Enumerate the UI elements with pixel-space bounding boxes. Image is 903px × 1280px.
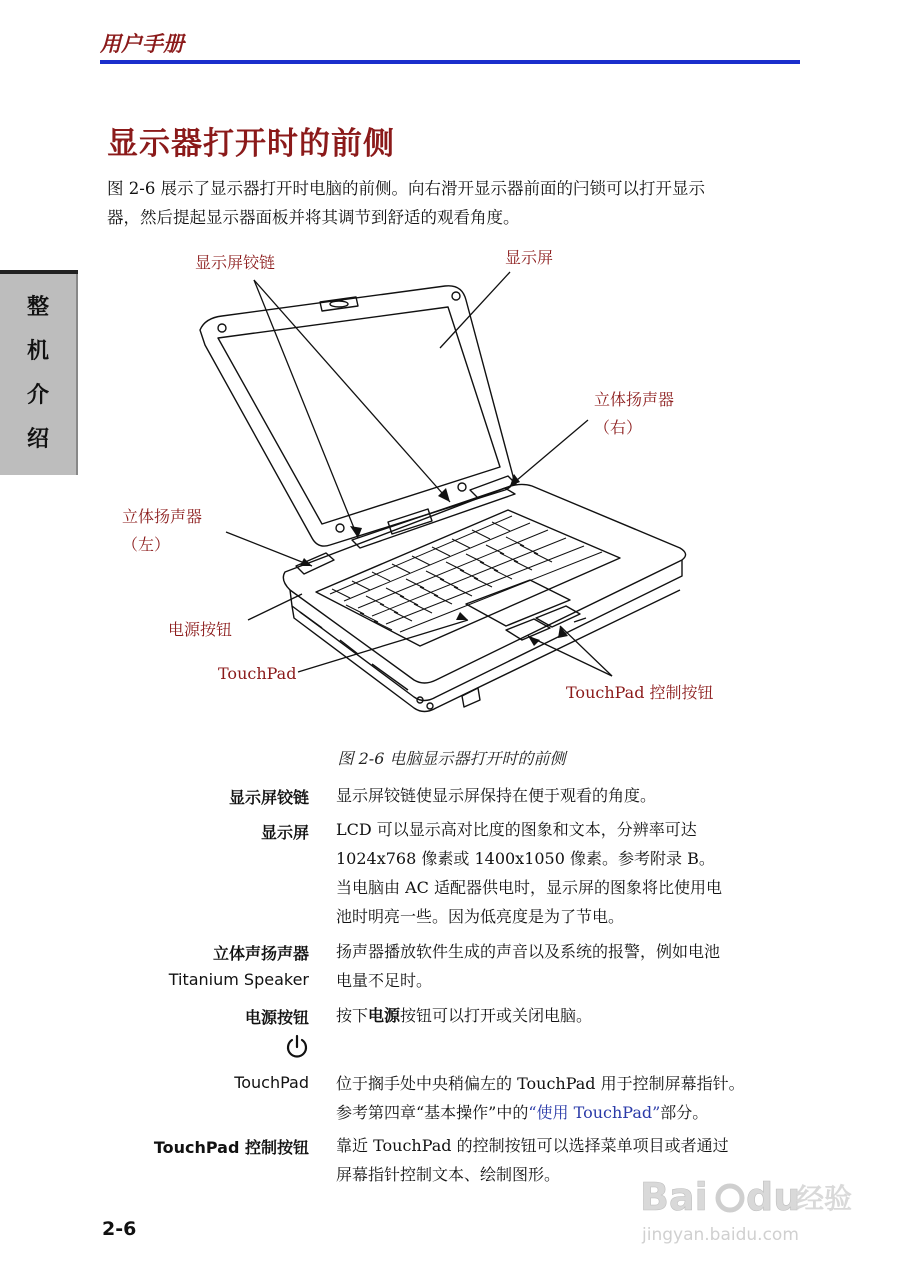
callout-display: 显示屏 — [505, 248, 554, 267]
desc-display — [336, 815, 806, 931]
desc-line: 屏幕指针控制文本、绘制图形。 — [336, 1165, 561, 1184]
callout-power: 电源按钮 — [168, 620, 233, 639]
svg-text:Bai: Bai — [640, 1175, 708, 1219]
baidu-watermark — [640, 1170, 860, 1250]
desc-line: 扬声器播放软件生成的声音以及系统的报警，例如电池 — [336, 942, 721, 961]
desc-text: 按下 — [336, 1006, 369, 1025]
desc-touchpad — [336, 1069, 806, 1127]
desc-bold-text: 电源 — [368, 1006, 401, 1025]
desc-line: 电量不足时。 — [336, 971, 433, 990]
svg-text:经验: 经验 — [796, 1182, 853, 1215]
svg-text:du: du — [746, 1175, 801, 1219]
desc-line — [336, 1098, 806, 1127]
desc-line: 1024x768 像素或 1400x1050 像素。参考附录 B。 — [336, 849, 715, 868]
term-touchpad-buttons: TouchPad 控制按钮 — [153, 1138, 309, 1157]
term-speaker: 立体声扬声器 — [212, 944, 309, 963]
callout-speaker-right-side: （右） — [594, 418, 643, 437]
intro-line: 图 2-6 展示了显示器打开时电脑的前侧。向右滑开显示器前面的闩锁可以打开显示 — [107, 179, 706, 198]
running-header: 用户手册 — [100, 32, 184, 56]
callout-touchpad: TouchPad — [218, 664, 297, 683]
callout-speaker-left-side: （左） — [122, 535, 171, 554]
side-tab-char: 整 — [26, 295, 49, 320]
desc-hinge: 显示屏铰链使显示屏保持在便于观看的角度。 — [336, 786, 657, 805]
power-icon — [285, 1034, 309, 1060]
callout-hinge: 显示屏铰链 — [195, 253, 276, 272]
desc-line: 当电脑由 AC 适配器供电时，显示屏的图象将比使用电 — [336, 878, 722, 897]
term-hinge: 显示屏铰链 — [228, 788, 309, 807]
term-speaker-sub: Titanium Speaker — [168, 970, 309, 989]
callout-touchpad-buttons: TouchPad 控制按钮 — [566, 683, 714, 702]
desc-line: 池时明亮一些。因为低亮度是为了节电。 — [336, 907, 625, 926]
svg-text:jingyan.baidu.com: jingyan.baidu.com — [642, 1225, 799, 1245]
side-tab-char: 绍 — [26, 427, 49, 452]
callout-speaker-left: 立体扬声器 — [122, 507, 203, 526]
cross-reference-link[interactable]: “使用 TouchPad” — [528, 1103, 661, 1122]
desc-line: 位于搁手处中央稍偏左的 TouchPad 用于控制屏幕指针。 — [336, 1074, 745, 1093]
term-touchpad: TouchPad — [234, 1073, 309, 1092]
figure-caption: 图 2-6 电脑显示器打开时的前侧 — [337, 749, 566, 768]
desc-line: LCD 可以显示高对比度的图象和文本，分辨率可达 — [336, 820, 697, 839]
desc-speaker — [336, 937, 806, 995]
section-title: 显示器打开时的前侧 — [107, 126, 395, 162]
intro-line: 器，然后提起显示器面板并将其调节到舒适的观看角度。 — [107, 208, 520, 227]
desc-line: 靠近 TouchPad 的控制按钮可以选择菜单项目或者通过 — [336, 1136, 729, 1155]
desc-text: 按钮可以打开或关闭电脑。 — [400, 1006, 593, 1025]
page-number: 2-6 — [102, 1218, 137, 1240]
callout-speaker-right: 立体扬声器 — [594, 390, 675, 409]
desc-power — [336, 1001, 806, 1030]
term-display: 显示屏 — [260, 823, 309, 842]
side-tab-char: 机 — [26, 339, 49, 364]
term-power: 电源按钮 — [244, 1008, 309, 1027]
side-tab-char: 介 — [26, 383, 49, 408]
desc-text: 参考第四章“基本操作”中的 — [336, 1103, 529, 1122]
desc-text: 部分。 — [660, 1103, 709, 1122]
